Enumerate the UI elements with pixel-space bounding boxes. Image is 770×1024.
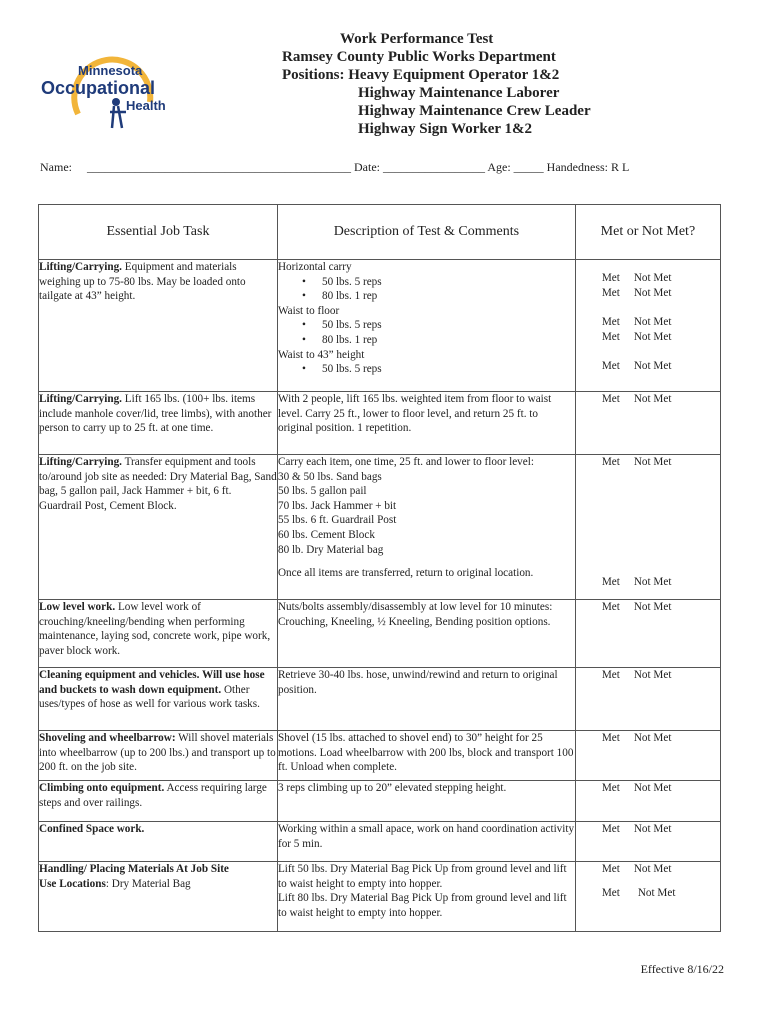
task-cell: Confined Space work.	[39, 822, 278, 862]
description-cell: 3 reps climbing up to 20” elevated stepping height.	[277, 781, 575, 822]
not-met-option[interactable]: Not Met	[633, 823, 672, 835]
table-row	[39, 862, 721, 932]
met-cell	[575, 600, 720, 668]
table-header-row	[39, 205, 721, 260]
document-header	[282, 30, 591, 138]
table-row	[39, 392, 721, 455]
minnesota-occupational-health-logo	[38, 42, 178, 132]
effective-date: Effective 8/16/22	[640, 962, 724, 976]
met-option[interactable]: Met	[601, 360, 620, 373]
task-cell: Lifting/Carrying. Transfer equipment and tools to/around job site as needed: Dry Material Bag, Sand bag, 5 gallon pail, Jack Hammer + bit, 6 ft. Guardrail Post, Cement Block.	[39, 455, 278, 600]
description-cell: Carry each item, one time, 25 ft. and lower to floor level: 30 & 50 lbs. Sand bags 50 lbs. 5 gallon pail 70 lbs. Jack Hammer + bit 55 lbs. 6 ft. Guardrail Post 60 lbs. Cement Block 80 lb. Dry Material bag Once all items are transferred, return to original location.	[277, 455, 575, 600]
name-label: Name:	[40, 160, 72, 174]
not-met-option[interactable]: Not Met	[633, 575, 672, 588]
table-row	[39, 600, 721, 668]
task-cell: Shoveling and wheelbarrow: Will shovel materials into wheelbarrow (up to 200 lbs.) and transport up to 200 ft. on the job site.	[39, 731, 278, 781]
position-item: Highway Maintenance Crew Leader	[358, 103, 591, 119]
table-row	[39, 781, 721, 822]
task-cell: Lifting/Carrying. Equipment and materials weighing up to 75-80 lbs. May be loaded onto tailgate at 43” height.	[39, 260, 278, 392]
logo-line2: Occupational	[41, 78, 156, 98]
header-essential-job-task: Essential Job Task	[39, 205, 278, 260]
position-item: Highway Maintenance Laborer	[358, 85, 560, 101]
not-met-option[interactable]: Not Met	[633, 286, 672, 299]
department-name: Ramsey County Public Works Department	[282, 49, 556, 65]
header-met-or-not-met: Met or Not Met?	[575, 205, 720, 260]
met-cell	[575, 260, 720, 392]
description-cell: Lift 50 lbs. Dry Material Bag Pick Up from ground level and lift to waist height to empty into hopper. Lift 80 lbs. Dry Material Bag Pick Up from ground level and lift to waist height to empty into hopper.	[277, 862, 575, 932]
met-cell	[575, 781, 720, 822]
met-option[interactable]: Met	[601, 393, 620, 405]
not-met-option[interactable]: Not Met	[637, 886, 676, 899]
task-cell: Climbing onto equipment. Access requiring large steps and over railings.	[39, 781, 278, 822]
logo-line1: Minnesota	[78, 63, 143, 78]
met-option[interactable]: Met	[601, 456, 620, 468]
table-row	[39, 822, 721, 862]
met-option[interactable]: Met	[601, 863, 620, 875]
met-cell	[575, 822, 720, 862]
not-met-option[interactable]: Not Met	[633, 782, 672, 794]
met-option[interactable]: Met	[601, 782, 620, 794]
task-cell: Lifting/Carrying. Lift 165 lbs. (100+ lbs. items include manhole cover/lid, tree limbs), with another person to carry up to 25 ft. at one time.	[39, 392, 278, 455]
date-field[interactable]: _________________	[383, 160, 485, 174]
not-met-option[interactable]: Not Met	[633, 330, 672, 343]
document-title: Work Performance Test	[340, 31, 494, 47]
task-cell: Cleaning equipment and vehicles. Will use hose and buckets to wash down equipment. Other uses/types of hose as well for various work tasks.	[39, 668, 278, 731]
not-met-option[interactable]: Not Met	[633, 669, 672, 681]
met-option[interactable]: Met	[601, 601, 620, 613]
met-cell	[575, 668, 720, 731]
table-row	[39, 731, 721, 781]
met-option[interactable]: Met	[601, 669, 620, 681]
age-label: Age:	[487, 160, 511, 174]
met-cell	[575, 455, 720, 600]
positions-label: Positions: Heavy Equipment Operator 1&2	[282, 67, 560, 83]
description-cell: Working within a small apace, work on hand coordination activity for 5 min.	[277, 822, 575, 862]
met-option[interactable]: Met	[601, 330, 620, 343]
met-option[interactable]: Met	[601, 575, 620, 588]
met-option[interactable]: Met	[601, 823, 620, 835]
met-option[interactable]: Met	[601, 886, 620, 899]
task-cell: Handling/ Placing Materials At Job Site Use Locations: Dry Material Bag	[39, 862, 278, 932]
met-option[interactable]: Met	[601, 286, 620, 299]
met-option[interactable]: Met	[601, 316, 620, 329]
not-met-option[interactable]: Not Met	[633, 360, 672, 373]
description-cell: Retrieve 30-40 lbs. hose, unwind/rewind and return to original position.	[277, 668, 575, 731]
met-option[interactable]: Met	[601, 272, 620, 284]
not-met-option[interactable]: Not Met	[633, 863, 672, 875]
table-row	[39, 455, 721, 600]
task-cell: Low level work. Low level work of crouching/kneeling/bending when performing maintenance, laying sod, concrete work, pipe work, paver block work.	[39, 600, 278, 668]
handedness-field[interactable]: Handedness: R L	[546, 160, 630, 174]
met-cell	[575, 392, 720, 455]
table-row	[39, 260, 721, 392]
name-field[interactable]: ____________________________________________	[87, 160, 351, 174]
job-task-table	[38, 204, 721, 932]
not-met-option[interactable]: Not Met	[633, 732, 672, 744]
date-label: Date:	[354, 160, 380, 174]
not-met-option[interactable]: Not Met	[633, 316, 672, 329]
not-met-option[interactable]: Not Met	[633, 601, 672, 613]
description-cell: Nuts/bolts assembly/disassembly at low level for 10 minutes: Crouching, Kneeling, ½ Kneeling, Bending position options.	[277, 600, 575, 668]
not-met-option[interactable]: Not Met	[633, 393, 672, 405]
table-row	[39, 668, 721, 731]
header-description: Description of Test & Comments	[277, 205, 575, 260]
met-option[interactable]: Met	[601, 732, 620, 744]
not-met-option[interactable]: Not Met	[633, 456, 672, 468]
description-cell: With 2 people, lift 165 lbs. weighted item from floor to waist level. Carry 25 ft., lower to floor level, and return 25 ft. to original position. 1 repetition.	[277, 392, 575, 455]
met-cell	[575, 731, 720, 781]
description-cell: Horizontal carry • 50 lbs. 5 reps • 80 lbs. 1 rep Waist to floor • 50 lbs. 5 reps • 80 lbs. 1 rep Waist to 43” height • 50 lbs. 5 reps	[277, 260, 575, 392]
met-cell	[575, 862, 720, 932]
description-cell: Shovel (15 lbs. attached to shovel end) to 30” height for 25 motions. Load wheelbarrow with 200 lbs, block and transport 100 ft. Unload when complete.	[277, 731, 575, 781]
not-met-option[interactable]: Not Met	[633, 272, 672, 284]
position-item: Highway Sign Worker 1&2	[358, 121, 533, 137]
age-field[interactable]: _____	[513, 160, 544, 174]
logo-line3: Health	[126, 98, 166, 113]
applicant-info-line	[40, 160, 629, 175]
